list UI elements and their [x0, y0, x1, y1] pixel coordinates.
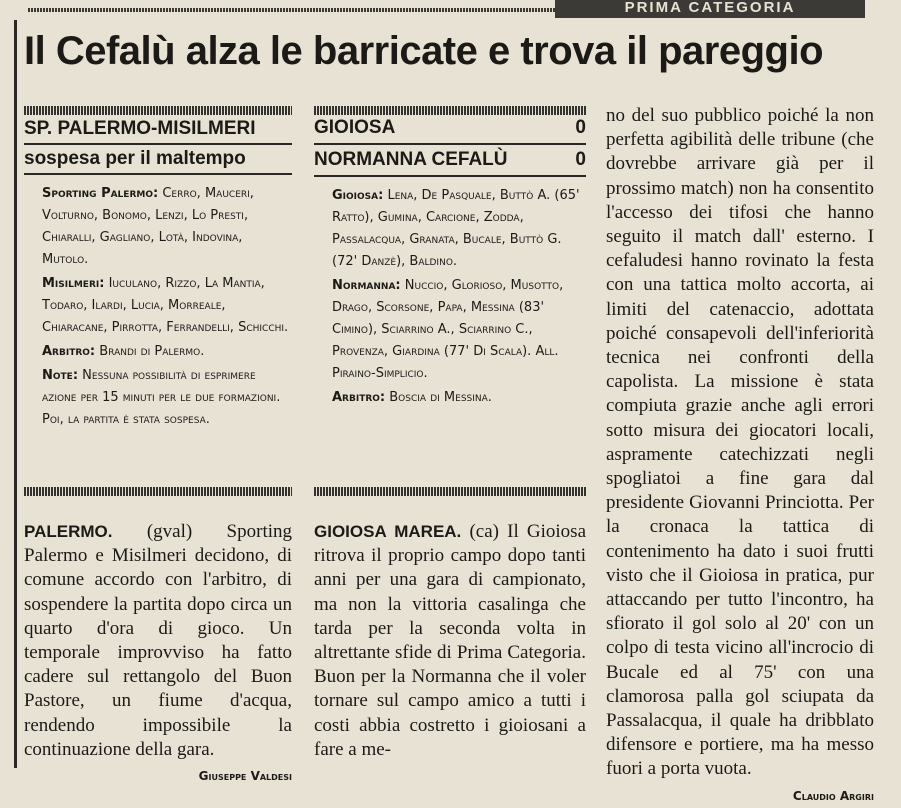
team1-label: Gioiosa:: [332, 188, 384, 203]
headline: Il Cefalù alza le barricate e trova il pareggio: [24, 29, 824, 73]
away-team: NORMANNA CEFALÙ: [314, 149, 508, 170]
banner-rule: [28, 8, 555, 12]
match1-lineups: [24, 183, 292, 431]
team2-label: Normanna:: [332, 278, 401, 293]
team1-players: Cerro, Mauceri, Volturno, Bonomo, Lenzi, Lo Presti, Chiaralli, Gagliano, Lotà, Indovina, Mutolo.: [42, 186, 254, 267]
match2-lineups: [314, 185, 586, 409]
referee: Brandi di Palermo.: [99, 344, 205, 359]
left-column-rule: [14, 20, 17, 768]
article-dateline: GIOIOSA MAREA.: [314, 522, 462, 541]
article-body-continued: no del suo pubblico poiché la non perfetta agibilità delle tribune (che dovrebbe arrivare già per il prossimo match) non ha consentito l'accesso dei tifosi che hanno seguito il match dall' esterno. I cefaludesi hanno rovinato la festa con una tattica molto accorta, ai limiti del catenaccio, adottata poiché consapevoli dell'inferiorità tecnica nei confronti della capolista. La missione è stata compiuta grazie anche agli errori sotto misura dei giocatori locali, aspramente catechizzati negli spogliatoi a fine gara dal presidente Giovanni Princiotta. Per la cronaca la tattica di contenimento ha dato i suoi frutti visto che il Gioiosa in pratica, pur attaccando per tutto l'incontro, ha sfiorato il gol solo al 20' con un colpo di testa vicino all'incrocio di Bucale ed al 75' con una clamorosa palla gol sciupata da Passalacqua, il quale ha dribblato difensore e portiere, ma ha messo fuori a porta vuota.: [606, 105, 874, 780]
column-divider: [314, 487, 586, 496]
article-body: (ca) Il Gioiosa ritrova il proprio campo dopo tanti anni per una gara di campionato, ma non la vittoria casalinga che tarda per la seconda volta in altrettante sfide di Prima Categoria. Buon per la Normanna che il voler tornare sul campo amico a tutti i costi abbia costretto i gioiosani a fare a me-: [314, 521, 586, 760]
match2-box: [314, 114, 586, 411]
divider: [314, 143, 586, 145]
home-score-row: [314, 114, 586, 142]
team1-label: Sporting Palermo:: [42, 186, 159, 201]
article-dateline: PALERMO.: [24, 522, 113, 541]
match2-article-continued: [606, 104, 874, 808]
column-divider: [24, 106, 292, 115]
team2-players: Nuccio, Glorioso, Musotto, Drago, Scorsone, Papa, Messina (83' Cimino), Sciarrino A., Sciarrino C., Provenza, Giardina (77' Di Scala). All. Piraino-Simplicio.: [332, 278, 564, 381]
referee: Boscia di Messina.: [389, 390, 492, 405]
away-score: 0: [575, 149, 586, 170]
away-score-row: [314, 146, 586, 174]
referee-label: Arbitro:: [42, 344, 96, 359]
notes: Nessuna possibilità di esprimere azione per 15 minuti per le due formazioni. Poi, la partita è stata sospesa.: [42, 368, 281, 427]
match1-subtitle: sospesa per il maltempo: [24, 148, 246, 169]
author-byline: Giuseppe Valdesi: [198, 769, 292, 784]
referee-label: Arbitro:: [332, 390, 386, 405]
team2-label: Misilmeri:: [42, 276, 105, 291]
divider: [24, 173, 292, 175]
author-byline: Claudio Argiri: [792, 788, 874, 803]
match1-box: [24, 116, 292, 433]
match1-article: [24, 520, 292, 788]
match1-title: SP. PALERMO-MISILMERI: [24, 118, 256, 139]
section-banner: PRIMA CATEGORIA: [555, 0, 865, 18]
home-score: 0: [575, 117, 586, 138]
home-team: GIOIOSA: [314, 117, 396, 138]
divider: [24, 143, 292, 145]
team1-players: Lena, De Pasquale, Buttò A. (65' Ratto), Gumina, Carcione, Zodda, Passalacqua, Granata, Bucale, Buttò G. (72' Danzè), Baldino.: [332, 188, 580, 269]
match2-article: [314, 520, 586, 762]
article-body: (gval) Sporting Palermo e Misilmeri decidono, di comune accordo con l'arbitro, di sospendere la partita dopo circa un quarto d'ora di gioco. Un temporale improvviso ha fatto cadere sul rettangolo del Buon Pastore, un fiume d'acqua, rendendo impossibile la continuazione della gara.: [24, 521, 292, 760]
divider: [314, 175, 586, 177]
notes-label: Note:: [42, 368, 79, 383]
column-divider: [24, 487, 292, 496]
team2-players: Iuculano, Rizzo, La Mantia, Todaro, Ilardi, Lucia, Morreale, Chiaracane, Pirrotta, Ferrandelli, Schicchi.: [42, 276, 289, 335]
